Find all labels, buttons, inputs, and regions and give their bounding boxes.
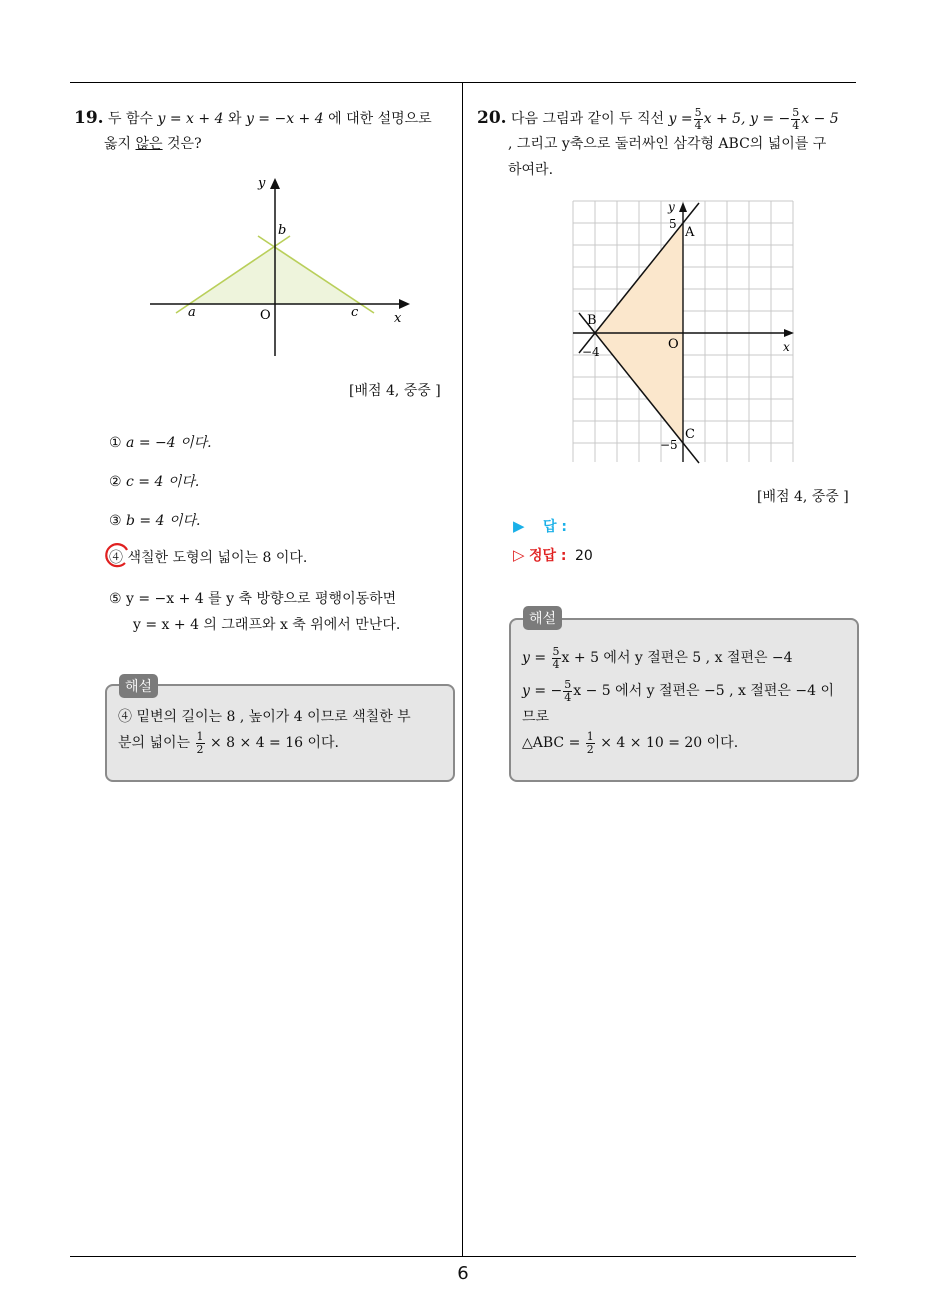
q20-label-x: x xyxy=(783,340,790,354)
option-2-mark: ② xyxy=(109,474,122,490)
q20-correct-label: 정답 : xyxy=(529,548,567,564)
answer-circle-mark xyxy=(103,541,131,569)
q19-eq2: y = −x + 4 xyxy=(245,111,324,127)
q20-line3: 하여라. xyxy=(508,162,554,178)
q19-solution-text-a: 분의 넓이는 xyxy=(118,735,191,751)
option-3-text: b = 4 이다. xyxy=(126,513,201,529)
q20-graph xyxy=(568,198,800,466)
option-4-mark: ④ xyxy=(109,550,123,566)
q20-eq2-b: x − 5 xyxy=(801,111,839,127)
q20-solution-tag: 해설 xyxy=(523,606,562,630)
q19-solution-fraction: $\frac{1}{2}$ xyxy=(196,729,204,756)
q20-sol2-fraction: $\frac{5}{4}$ xyxy=(564,677,572,704)
q19-text-a: 두 함수 xyxy=(108,111,154,127)
option-4-text: 색칠한 도형의 넓이는 8 이다. xyxy=(127,550,308,566)
option-2-text: c = 4 이다. xyxy=(126,474,200,490)
q20-label-C: C xyxy=(685,427,695,442)
q20-number: 20. xyxy=(477,108,507,128)
q20-line2: , 그리고 y축으로 둘러싸인 삼각형 ABC의 넓이를 구 xyxy=(508,136,827,152)
q19-option-2[interactable] xyxy=(109,471,199,491)
q20-sol4-fraction: $\frac{1}{2}$ xyxy=(586,729,594,756)
q19-y-arrow xyxy=(270,178,280,189)
q20-solution-line3: 므로 xyxy=(522,709,550,725)
q20-score: [배점 4, 중중 ] xyxy=(757,489,849,505)
q20-solution-line2: y = − $\frac{5}{4}$ x − 5 에서 y 절편은 −5 , x 절편은 −4 이 xyxy=(522,677,835,704)
q20-label-B: B xyxy=(587,313,597,328)
q19-text-e: 것은? xyxy=(167,136,202,152)
option-5-mark: ⑤ xyxy=(109,591,122,607)
q19-option-5-line2: y = x + 4 의 그래프와 x 축 위에서 만난다. xyxy=(133,617,401,633)
q20-correct-row xyxy=(513,545,593,565)
q19-text-d: 옳지 xyxy=(104,136,132,152)
q19-eq1: y = x + 4 xyxy=(157,111,224,127)
q20-label-A: A xyxy=(685,225,695,240)
option-5-text: y = −x + 4 를 y 축 방향으로 평행이동하면 xyxy=(126,591,397,607)
q19-option-1[interactable] xyxy=(109,432,212,452)
outline-triangle-icon: ▷ xyxy=(513,546,525,564)
q20-label-y: y xyxy=(668,200,675,214)
q20-text-a: 다음 그림과 같이 두 직선 xyxy=(511,111,665,127)
column-divider xyxy=(462,82,463,1257)
q20-tick-neg4: −4 xyxy=(582,345,600,359)
q19-label-x: x xyxy=(394,311,402,326)
q19-label-b: b xyxy=(278,223,287,238)
q20-eq2-fraction: $\frac{5}{4}$ xyxy=(792,105,800,132)
q20-eq1-fraction: $\frac{5}{4}$ xyxy=(694,105,702,132)
q19-label-y: y xyxy=(258,176,266,191)
q19-label-a: a xyxy=(188,305,196,320)
q20-tick-neg5: −5 xyxy=(660,438,678,452)
q19-graph xyxy=(140,170,430,365)
q19-text-c: 에 대한 설명으로 xyxy=(328,111,432,127)
q20-label-origin: O xyxy=(668,337,679,352)
top-rule xyxy=(70,82,856,83)
q19-label-c: c xyxy=(351,305,359,320)
option-1-mark: ① xyxy=(109,435,122,451)
option-1-text: a = −4 이다. xyxy=(126,435,212,451)
q19-text-b: 와 xyxy=(227,111,242,127)
q19-solution-line1: ④ 밑변의 길이는 8 , 높이가 4 이므로 색칠한 부 xyxy=(118,709,411,725)
q20-solution-line4: △ABC = $\frac{1}{2}$ × 4 × 10 = 20 이다. xyxy=(522,729,739,756)
q20-eq2-a: y = − xyxy=(749,111,791,127)
q20-solution-line1: y = $\frac{5}{4}$ x + 5 에서 y 절편은 5 , x 절편은 −4 xyxy=(522,644,793,671)
q19-option-4[interactable] xyxy=(109,547,307,567)
q19-score: [배점 4, 중중 ] xyxy=(349,383,441,399)
q19-underlined: 않은 xyxy=(135,136,163,152)
q19-solution-text-b: × 8 × 4 = 16 이다. xyxy=(209,735,340,751)
q19-solution-line2 xyxy=(118,729,339,757)
q20-correct-value: 20 xyxy=(574,548,593,564)
q19-number: 19. xyxy=(74,108,104,128)
q20-line1 xyxy=(477,105,839,132)
bottom-rule xyxy=(70,1256,856,1257)
q19-option-5[interactable] xyxy=(109,588,396,608)
q19-label-origin: O xyxy=(260,308,271,323)
q20-tick-5: 5 xyxy=(669,217,677,231)
q19-solution-tag: 해설 xyxy=(119,674,158,698)
option-3-mark: ③ xyxy=(109,513,122,529)
q19-x-arrow xyxy=(399,299,410,309)
q20-answer-row xyxy=(513,516,567,536)
q20-answer-label: 답 : xyxy=(543,519,567,535)
q20-y-arrow xyxy=(679,202,687,212)
q20-eq1-a: y = xyxy=(668,111,693,127)
q20-sol1-fraction: $\frac{5}{4}$ xyxy=(552,644,560,671)
q19-line2 xyxy=(104,131,202,157)
q19-option-3[interactable] xyxy=(109,510,200,530)
q19-line1 xyxy=(74,105,432,132)
page-number: 6 xyxy=(457,1263,469,1284)
q20-eq1-b: x + 5, xyxy=(703,111,746,127)
play-icon: ▶ xyxy=(513,517,525,535)
